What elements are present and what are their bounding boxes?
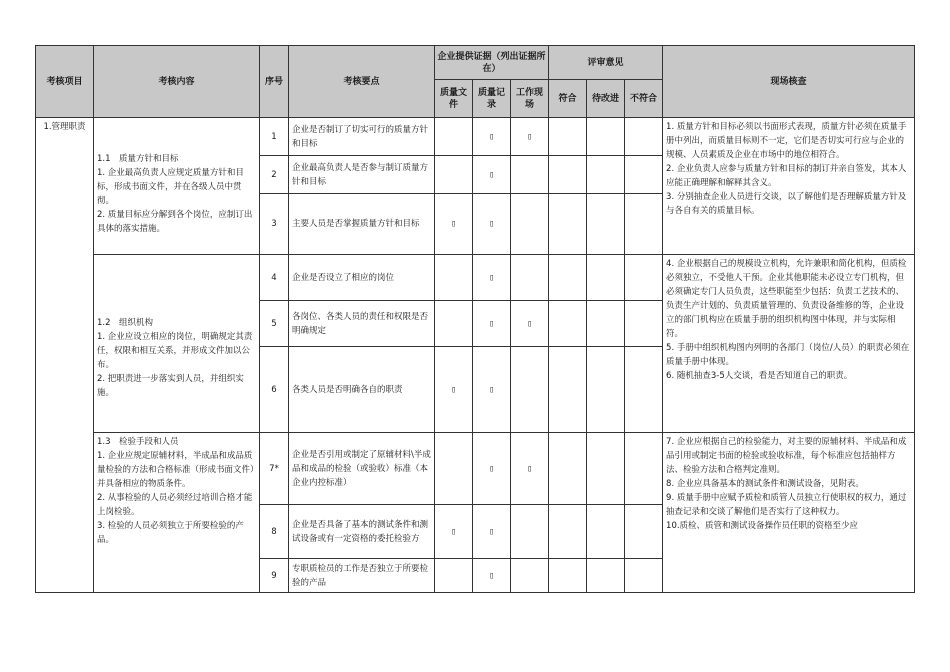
evidence-doc-mark[interactable]: ▯ bbox=[435, 505, 473, 559]
point-cell: 专职质检员的工作是否独立于所要检验的产品 bbox=[289, 559, 435, 593]
evidence-site-mark[interactable]: ▯ bbox=[511, 433, 549, 505]
header-evidence: 企业提供证据（列出证据所在） bbox=[435, 46, 549, 80]
evidence-record-mark[interactable]: ▯ bbox=[473, 347, 511, 433]
seq-cell: 9 bbox=[260, 559, 289, 593]
review-nonconform-cell[interactable] bbox=[625, 433, 663, 505]
evidence-site-cell[interactable] bbox=[511, 194, 549, 255]
evidence-site-mark[interactable]: ▯ bbox=[511, 301, 549, 347]
seq-cell: 4 bbox=[260, 255, 289, 301]
content-line: 3. 检验的人员必须独立于所要检验的产品。 bbox=[97, 521, 244, 545]
review-nonconform-cell[interactable] bbox=[625, 347, 663, 433]
review-conform-cell[interactable] bbox=[549, 194, 587, 255]
item-cell: 1.管理职责 bbox=[36, 118, 94, 593]
review-nonconform-cell[interactable] bbox=[625, 156, 663, 194]
onsite-line: 8. 企业应具备基本的测试条件和测试设备，见附表。 bbox=[666, 479, 864, 489]
review-improve-cell[interactable] bbox=[587, 194, 625, 255]
point-cell: 企业是否制订了切实可行的质量方针和目标 bbox=[289, 118, 435, 156]
evidence-doc-cell[interactable] bbox=[435, 255, 473, 301]
header-onsite: 现场核查 bbox=[663, 46, 915, 118]
evidence-record-mark[interactable]: ▯ bbox=[473, 505, 511, 559]
review-conform-cell[interactable] bbox=[549, 255, 587, 301]
content-cell-2 bbox=[94, 255, 260, 433]
point-cell: 各岗位、各类人员的责任和权限是否明确规定 bbox=[289, 301, 435, 347]
evidence-doc-cell[interactable] bbox=[435, 156, 473, 194]
evidence-doc-cell[interactable] bbox=[435, 433, 473, 505]
point-cell: 主要人员是否掌握质量方针和目标 bbox=[289, 194, 435, 255]
review-improve-cell[interactable] bbox=[587, 156, 625, 194]
header-item: 考核项目 bbox=[36, 46, 94, 118]
content-line: 1. 企业最高负责人应规定质量方针和目标，形成书面文件，并在各级人员中贯彻。 bbox=[97, 168, 244, 206]
evidence-doc-cell[interactable] bbox=[435, 559, 473, 593]
evidence-record-mark[interactable]: ▯ bbox=[473, 194, 511, 255]
header-quality-doc: 质量文件 bbox=[435, 80, 473, 118]
audit-table bbox=[35, 45, 915, 593]
review-nonconform-cell[interactable] bbox=[625, 255, 663, 301]
content-line: 1. 企业应规定原辅材料，半成品和成品质量检验的方法和合格标准（形成书面文件）并具备相应的物质条件。 bbox=[97, 451, 255, 489]
onsite-line: 2. 企业负责人应参与质量方针和目标的制订并亲自签发，其本人应能正确理解和解释其含义。 bbox=[666, 164, 907, 188]
content-line: 2. 把职责进一步落实到人员，并组织实施。 bbox=[97, 373, 244, 398]
evidence-site-cell[interactable] bbox=[511, 505, 549, 559]
header-improve: 待改进 bbox=[587, 80, 625, 118]
header-seq: 序号 bbox=[260, 46, 289, 118]
review-conform-cell[interactable] bbox=[549, 156, 587, 194]
review-improve-cell[interactable] bbox=[587, 433, 625, 505]
onsite-line: 6. 随机抽查3-5人交谈，看是否知道自己的职责。 bbox=[666, 371, 853, 381]
point-cell: 企业最高负责人是否参与制订质量方针和目标 bbox=[289, 156, 435, 194]
review-improve-cell[interactable] bbox=[587, 301, 625, 347]
onsite-line: 10.质检、质管和测试设备操作员任职的资格至少应 bbox=[666, 521, 859, 531]
onsite-line: 9. 质量手册中应赋予质检和质管人员独立行使职权的权力，通过抽查记录和交谈了解他们是否实行了这种权力。 bbox=[666, 493, 907, 517]
onsite-line: 5. 手册中组织机构图内列明的各部门（岗位/人员）的职责必须在质量手册中体现。 bbox=[666, 343, 910, 367]
review-improve-cell[interactable] bbox=[587, 255, 625, 301]
evidence-site-cell[interactable] bbox=[511, 347, 549, 433]
evidence-doc-cell[interactable] bbox=[435, 301, 473, 347]
header-points: 考核要点 bbox=[289, 46, 435, 118]
seq-cell: 8 bbox=[260, 505, 289, 559]
evidence-doc-cell[interactable] bbox=[435, 118, 473, 156]
content-line: 1.1 质量方针和目标 bbox=[97, 154, 179, 164]
seq-cell: 1 bbox=[260, 118, 289, 156]
evidence-record-mark[interactable]: ▯ bbox=[473, 559, 511, 593]
evidence-site-mark[interactable]: ▯ bbox=[511, 118, 549, 156]
point-cell: 企业是否具备了基本的测试条件和测试设备或有一定资格的委托检验方 bbox=[289, 505, 435, 559]
seq-cell: 3 bbox=[260, 194, 289, 255]
seq-cell: 5 bbox=[260, 301, 289, 347]
content-cell-3 bbox=[94, 433, 260, 593]
onsite-line: 4. 企业根据自己的规模设立机构，允许兼职和简化机构，但质检必须独立，不受他人干预。企业其他职能未必设立专门机构，但必须确定专门人员负责，这些职能至少包括：负责工艺技术的、负责生产计划的、负责质量管理的、负责设备维修的等，企业设立的部门机构应在质量手册的组织机构图中体现，并与实际相符。 bbox=[666, 259, 907, 339]
point-cell: 企业是否引用或制定了原辅材料\半成品和成品的检验（或验收）标准（本企业内控标准） bbox=[289, 433, 435, 505]
review-improve-cell[interactable] bbox=[587, 347, 625, 433]
content-line: 1.2 组织机构 bbox=[97, 317, 154, 328]
content-line: 1.3 检验手段和人员 bbox=[97, 437, 179, 447]
point-cell: 企业是否设立了相应的岗位 bbox=[289, 255, 435, 301]
header-quality-record: 质量记录 bbox=[473, 80, 511, 118]
onsite-line: 1. 质量方针和目标必须以书面形式表现，质量方针必须在质量手册中列出，而质量目标则不一定，它们是否切实可行应与企业的规模、人员素质及企业在市场中的地位相符合。 bbox=[666, 122, 907, 160]
onsite-cell-3 bbox=[663, 433, 915, 593]
review-conform-cell[interactable] bbox=[549, 347, 587, 433]
review-nonconform-cell[interactable] bbox=[625, 194, 663, 255]
review-improve-cell[interactable] bbox=[587, 505, 625, 559]
evidence-record-mark[interactable]: ▯ bbox=[473, 433, 511, 505]
table-row bbox=[36, 255, 915, 301]
onsite-line: 3. 分别抽查企业人员进行交谈，以了解他们是否理解质量方针及与各自有关的质量目标。 bbox=[666, 192, 907, 216]
content-line: 2. 质量目标应分解到各个岗位，应制订出具体的落实措施。 bbox=[97, 210, 253, 234]
evidence-doc-mark[interactable]: ▯ bbox=[435, 347, 473, 433]
content-cell-1 bbox=[94, 118, 260, 255]
seq-cell: 6 bbox=[260, 347, 289, 433]
header-nonconform: 不符合 bbox=[625, 80, 663, 118]
review-conform-cell[interactable] bbox=[549, 505, 587, 559]
review-conform-cell[interactable] bbox=[549, 433, 587, 505]
seq-cell: 7* bbox=[260, 433, 289, 505]
evidence-site-cell[interactable] bbox=[511, 255, 549, 301]
evidence-record-mark[interactable]: ▯ bbox=[473, 156, 511, 194]
review-nonconform-cell[interactable] bbox=[625, 559, 663, 593]
review-improve-cell[interactable] bbox=[587, 559, 625, 593]
seq-cell: 2 bbox=[260, 156, 289, 194]
header-review: 评审意见 bbox=[549, 46, 663, 80]
review-conform-cell[interactable] bbox=[549, 301, 587, 347]
review-nonconform-cell[interactable] bbox=[625, 118, 663, 156]
header-conform: 符合 bbox=[549, 80, 587, 118]
point-cell: 各类人员是否明确各自的职责 bbox=[289, 347, 435, 433]
evidence-record-mark[interactable]: ▯ bbox=[473, 118, 511, 156]
table-row bbox=[36, 118, 915, 156]
header-worksite: 工作现场 bbox=[511, 80, 549, 118]
content-line: 2. 从事检验的人员必须经过培训合格才能上岗检验。 bbox=[97, 493, 253, 517]
review-nonconform-cell[interactable] bbox=[625, 301, 663, 347]
onsite-line: 7. 企业应根据自己的检验能力，对主要的原辅材料、半成品和成品引用或制定书面的检验或验收标准，每个标准应包括抽样方法、检验方法和合格判定准则。 bbox=[666, 437, 907, 475]
review-nonconform-cell[interactable] bbox=[625, 505, 663, 559]
review-conform-cell[interactable] bbox=[549, 118, 587, 156]
header-content: 考核内容 bbox=[94, 46, 260, 118]
evidence-record-mark[interactable]: ▯ bbox=[473, 255, 511, 301]
review-improve-cell[interactable] bbox=[587, 118, 625, 156]
evidence-record-mark[interactable]: ▯ bbox=[473, 301, 511, 347]
evidence-doc-mark[interactable]: ▯ bbox=[435, 194, 473, 255]
onsite-cell-2 bbox=[663, 255, 915, 433]
content-line: 1. 企业应设立相应的岗位，明确规定其责任，权限和相互关系，并形成文件加以公布。 bbox=[97, 331, 253, 370]
review-conform-cell[interactable] bbox=[549, 559, 587, 593]
evidence-site-cell[interactable] bbox=[511, 559, 549, 593]
table-row bbox=[36, 433, 915, 505]
onsite-cell-1 bbox=[663, 118, 915, 255]
evidence-site-cell[interactable] bbox=[511, 156, 549, 194]
